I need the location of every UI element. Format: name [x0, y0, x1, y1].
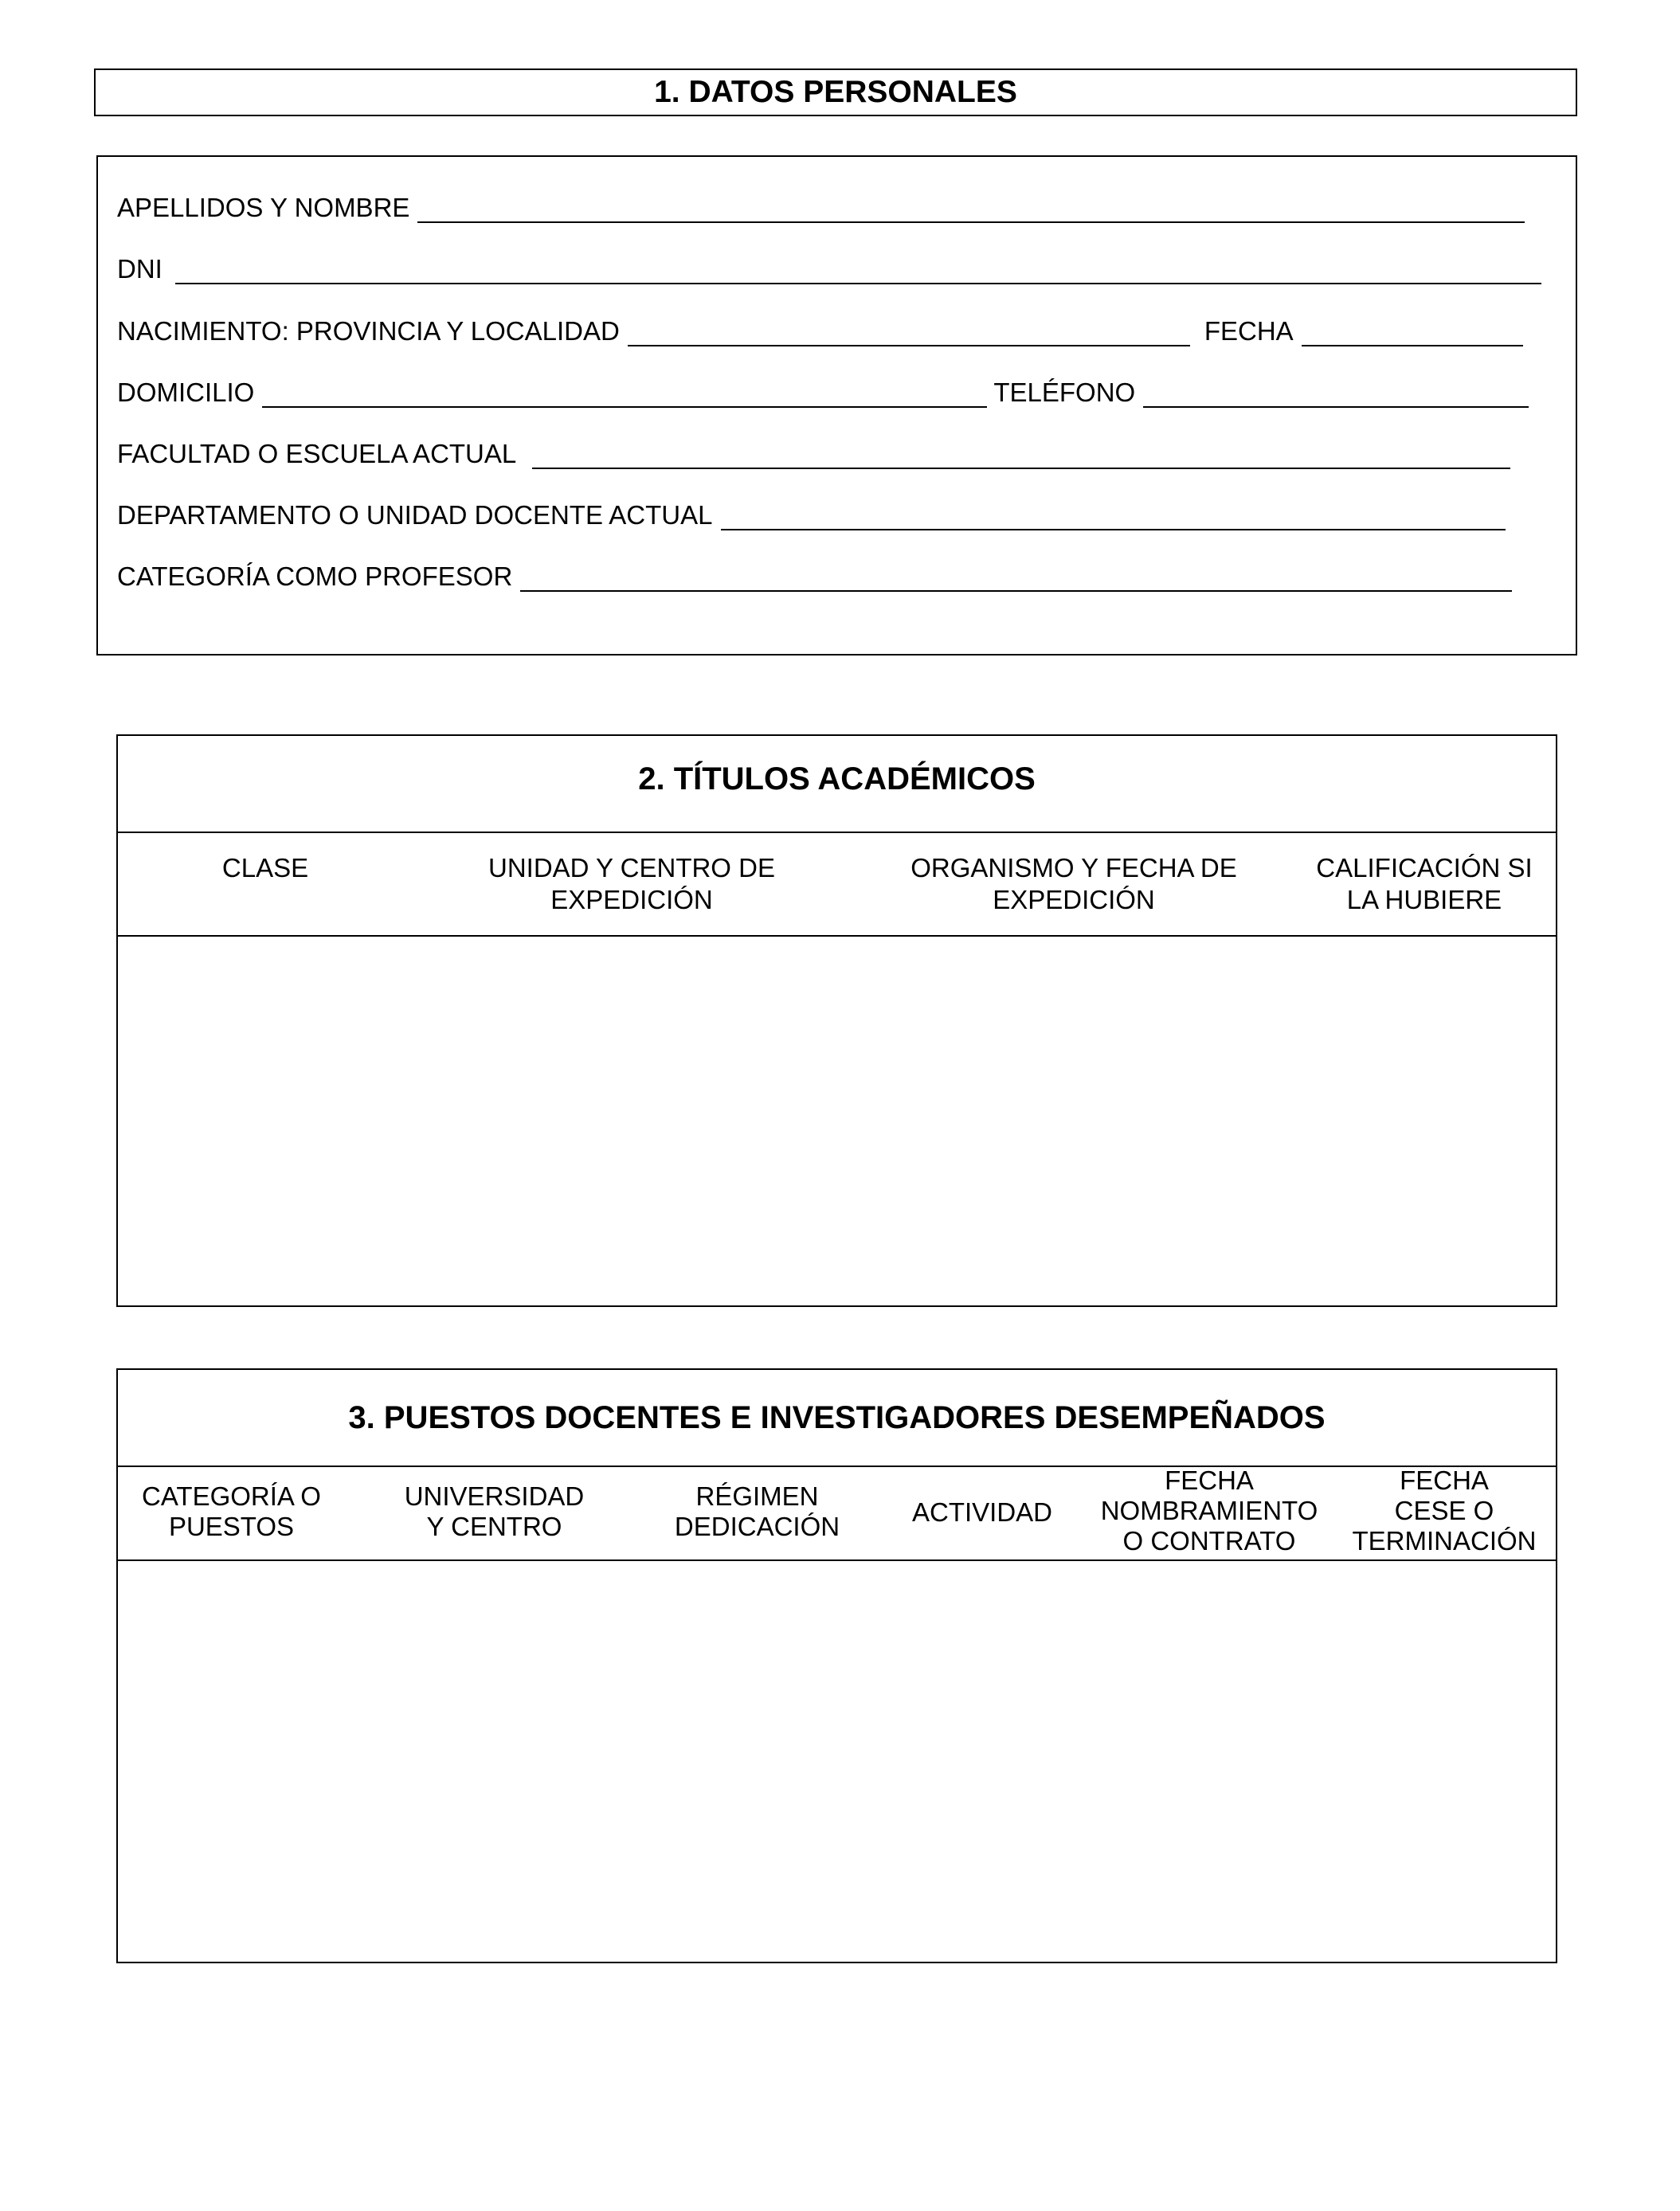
column-header-universidad: UNIVERSIDAD Y CENTRO	[404, 1481, 585, 1541]
table-body[interactable]	[118, 1561, 1556, 1962]
categoria-input-line[interactable]	[520, 566, 1512, 592]
field-domicilio	[117, 376, 1529, 408]
departamento-input-line[interactable]	[721, 505, 1506, 530]
teaching-positions-table	[116, 1368, 1557, 1963]
domicilio-label: DOMICILIO	[117, 378, 255, 407]
header-divider	[118, 832, 1556, 833]
departamento-label: DEPARTAMENTO O UNIDAD DOCENTE ACTUAL	[117, 500, 713, 530]
facultad-input-line[interactable]	[532, 444, 1510, 469]
fecha-label: FECHA	[1204, 316, 1294, 346]
apellidos-label: APELLIDOS Y NOMBRE	[117, 193, 410, 222]
section-1-header	[94, 68, 1577, 116]
telefono-label: TELÉFONO	[993, 378, 1136, 407]
column-header-regimen: RÉGIMEN DEDICACIÓN	[674, 1481, 840, 1541]
column-header-fecha-cese: FECHA CESE O TERMINACIÓN	[1352, 1466, 1537, 1556]
section-2-title: 2. TÍTULOS ACADÉMICOS	[638, 761, 1036, 796]
telefono-input-line[interactable]	[1143, 382, 1529, 408]
field-departamento	[117, 499, 1506, 530]
column-header-organismo: ORGANISMO Y FECHA DE EXPEDICIÓN	[910, 853, 1237, 914]
column-header-categoria: CATEGORÍA O PUESTOS	[142, 1481, 321, 1541]
categoria-label: CATEGORÍA COMO PROFESOR	[117, 562, 513, 591]
dni-label: DNI	[117, 254, 163, 284]
column-header-clase: CLASE	[221, 853, 309, 882]
field-dni	[117, 252, 1541, 284]
facultad-label: FACULTAD O ESCUELA ACTUAL	[117, 439, 517, 468]
column-header-unidad: UNIDAD Y CENTRO DE EXPEDICIÓN	[488, 853, 775, 914]
field-nacimiento	[117, 315, 1523, 346]
column-header-fecha-nombramiento: FECHA NOMBRAMIENTO O CONTRATO	[1100, 1466, 1318, 1556]
apellidos-input-line[interactable]	[417, 198, 1525, 223]
academic-titles-table	[116, 734, 1557, 1307]
table-body[interactable]	[118, 937, 1556, 1305]
column-header-actividad: ACTIVIDAD	[911, 1497, 1053, 1527]
personal-data-form	[96, 155, 1577, 655]
dni-input-line[interactable]	[175, 259, 1541, 284]
nacimiento-label: NACIMIENTO: PROVINCIA Y LOCALIDAD	[117, 316, 620, 346]
section-1-title: 1. DATOS PERSONALES	[654, 75, 1017, 109]
field-apellidos	[117, 191, 1525, 223]
column-header-calificacion: CALIFICACIÓN SI LA HUBIERE	[1316, 853, 1533, 914]
section-3-title: 3. PUESTOS DOCENTES E INVESTIGADORES DESEMPEÑADOS	[348, 1400, 1326, 1435]
field-facultad	[117, 437, 1510, 469]
domicilio-input-line[interactable]	[262, 382, 987, 408]
nacimiento-input-line[interactable]	[628, 321, 1190, 346]
field-categoria	[117, 560, 1512, 592]
fecha-input-line[interactable]	[1302, 321, 1523, 346]
